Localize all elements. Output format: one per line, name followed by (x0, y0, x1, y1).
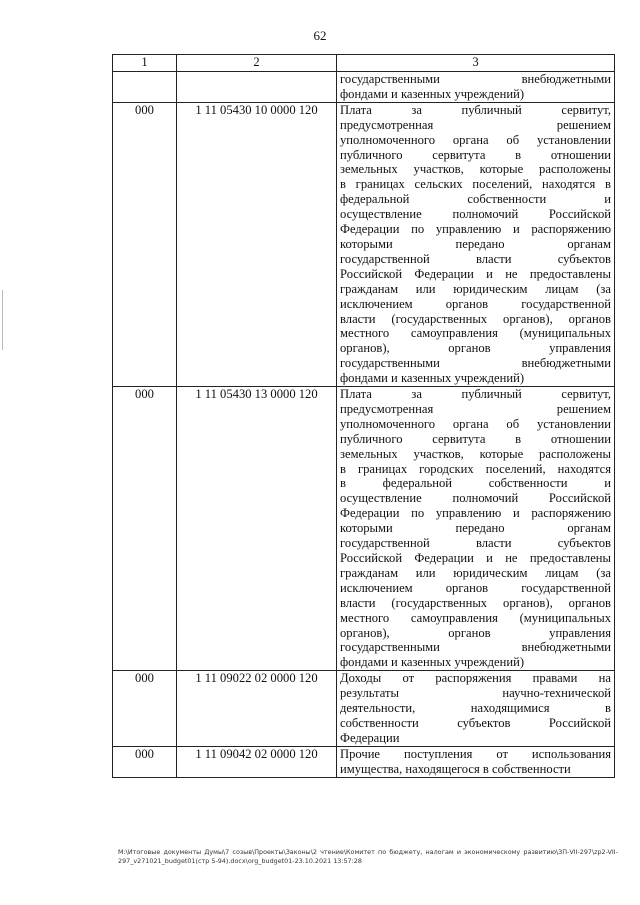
description-line: публичного сервитута в отношении (340, 431, 611, 446)
description-line: Плата за публичный сервитут, (340, 387, 611, 402)
table-row (113, 746, 615, 777)
description-line: Доходы от распоряжения правами на (340, 671, 611, 686)
header-col-2: 2 (177, 55, 337, 72)
table-row (113, 102, 615, 386)
page-number: 62 (313, 28, 327, 43)
budget-code-cell: 1 11 09022 02 0000 120 (177, 671, 337, 747)
description-cell (337, 671, 615, 747)
budget-code-cell: 1 11 05430 10 0000 120 (177, 102, 337, 386)
table-row (113, 72, 615, 103)
description-line: власти (государственных органов), органов (340, 595, 611, 610)
description-line: органов), органов управления (340, 341, 611, 356)
description-line: Федерации по управлению и распоряжению (340, 222, 611, 237)
description-line: которыми передано органам (340, 236, 611, 251)
description-line: фондами и казенных учреждений) (340, 655, 525, 670)
file-path-footer (118, 848, 618, 866)
description-line: публичного сервитута в отношении (340, 147, 611, 162)
description-line: государственными внебюджетными (340, 72, 611, 86)
description-line: Плата за публичный сервитут, (340, 102, 611, 117)
admin-code-cell (113, 72, 177, 103)
description-line: исключением органов государственной (340, 296, 611, 311)
table-row (113, 671, 615, 747)
admin-code-cell: 000 (113, 746, 177, 777)
description-line: осуществление полномочий Российской (340, 491, 611, 506)
description-cell (337, 72, 615, 103)
description-line: фондами и казенных учреждений) (340, 86, 525, 101)
description-line: собственности субъектов Российской (340, 715, 611, 730)
description-line: Прочие поступления от использования (340, 746, 611, 761)
description-line: предусмотренная решением (340, 401, 611, 416)
description-line: органов), органов управления (340, 625, 611, 640)
description-line: земельных участков, которые расположены (340, 162, 611, 177)
description-line: федеральной собственности и (340, 192, 611, 207)
table-row (113, 387, 615, 671)
margin-mark (2, 290, 3, 350)
description-line: исключением органов государственной (340, 580, 611, 595)
description-cell (337, 387, 615, 671)
admin-code-cell: 000 (113, 387, 177, 671)
footer-line-1: М:\Итоговые документы Думы\7 созыв\Проекты\Законы\2 чтение\Комитет по бюджету, налогам и экономическому развитию\ЗП-VII-297\zp2-VII- (118, 848, 618, 856)
header-col-1: 1 (113, 55, 177, 72)
table-header-row (113, 55, 615, 72)
description-line: уполномоченного органа об установлении (340, 132, 611, 147)
description-line: Федерации по управлению и распоряжению (340, 506, 611, 521)
description-line: деятельности, находящимися в (340, 701, 611, 716)
description-line: государственной власти субъектов (340, 251, 611, 266)
description-line: Российской Федерации и не предоставлены (340, 266, 611, 281)
description-line: в границах городских поселений, находятся (340, 461, 611, 476)
description-line: государственными внебюджетными (340, 640, 611, 655)
description-line: земельных участков, которые расположены (340, 446, 611, 461)
description-line: которыми передано органам (340, 521, 611, 536)
description-line: гражданам или юридическим лицам (за (340, 565, 611, 580)
description-line: власти (государственных органов), органов (340, 311, 611, 326)
description-line: местного самоуправления (муниципальных (340, 610, 611, 625)
description-cell (337, 746, 615, 777)
budget-code-cell: 1 11 05430 13 0000 120 (177, 387, 337, 671)
description-line: гражданам или юридическим лицам (за (340, 281, 611, 296)
admin-code-cell: 000 (113, 102, 177, 386)
description-line: Федерации (340, 730, 400, 745)
description-line: фондами и казенных учреждений) (340, 371, 525, 386)
description-line: Российской Федерации и не предоставлены (340, 551, 611, 565)
header-col-3: 3 (337, 55, 615, 72)
description-line: осуществление полномочий Российской (340, 207, 611, 222)
description-line: уполномоченного органа об установлении (340, 416, 611, 431)
budget-classification-table (112, 54, 615, 778)
description-line: государственной власти субъектов (340, 536, 611, 551)
footer-line-2: 297_v271021_budget01(стр 5-94).docx\org_budget01-23.10.2021 13:57:28 (118, 857, 362, 865)
description-cell (337, 102, 615, 386)
description-line: государственными внебюджетными (340, 356, 611, 371)
admin-code-cell: 000 (113, 671, 177, 747)
budget-code-cell (177, 72, 337, 103)
description-line: местного самоуправления (муниципальных (340, 326, 611, 341)
budget-code-cell: 1 11 09042 02 0000 120 (177, 746, 337, 777)
description-line: в границах сельских поселений, находятся в (340, 177, 611, 192)
description-line: в федеральной собственности и (340, 476, 611, 491)
description-line: имущества, находящегося в собственности (340, 761, 571, 776)
description-line: результаты научно-технической (340, 686, 611, 701)
description-line: предусмотренная решением (340, 117, 611, 132)
